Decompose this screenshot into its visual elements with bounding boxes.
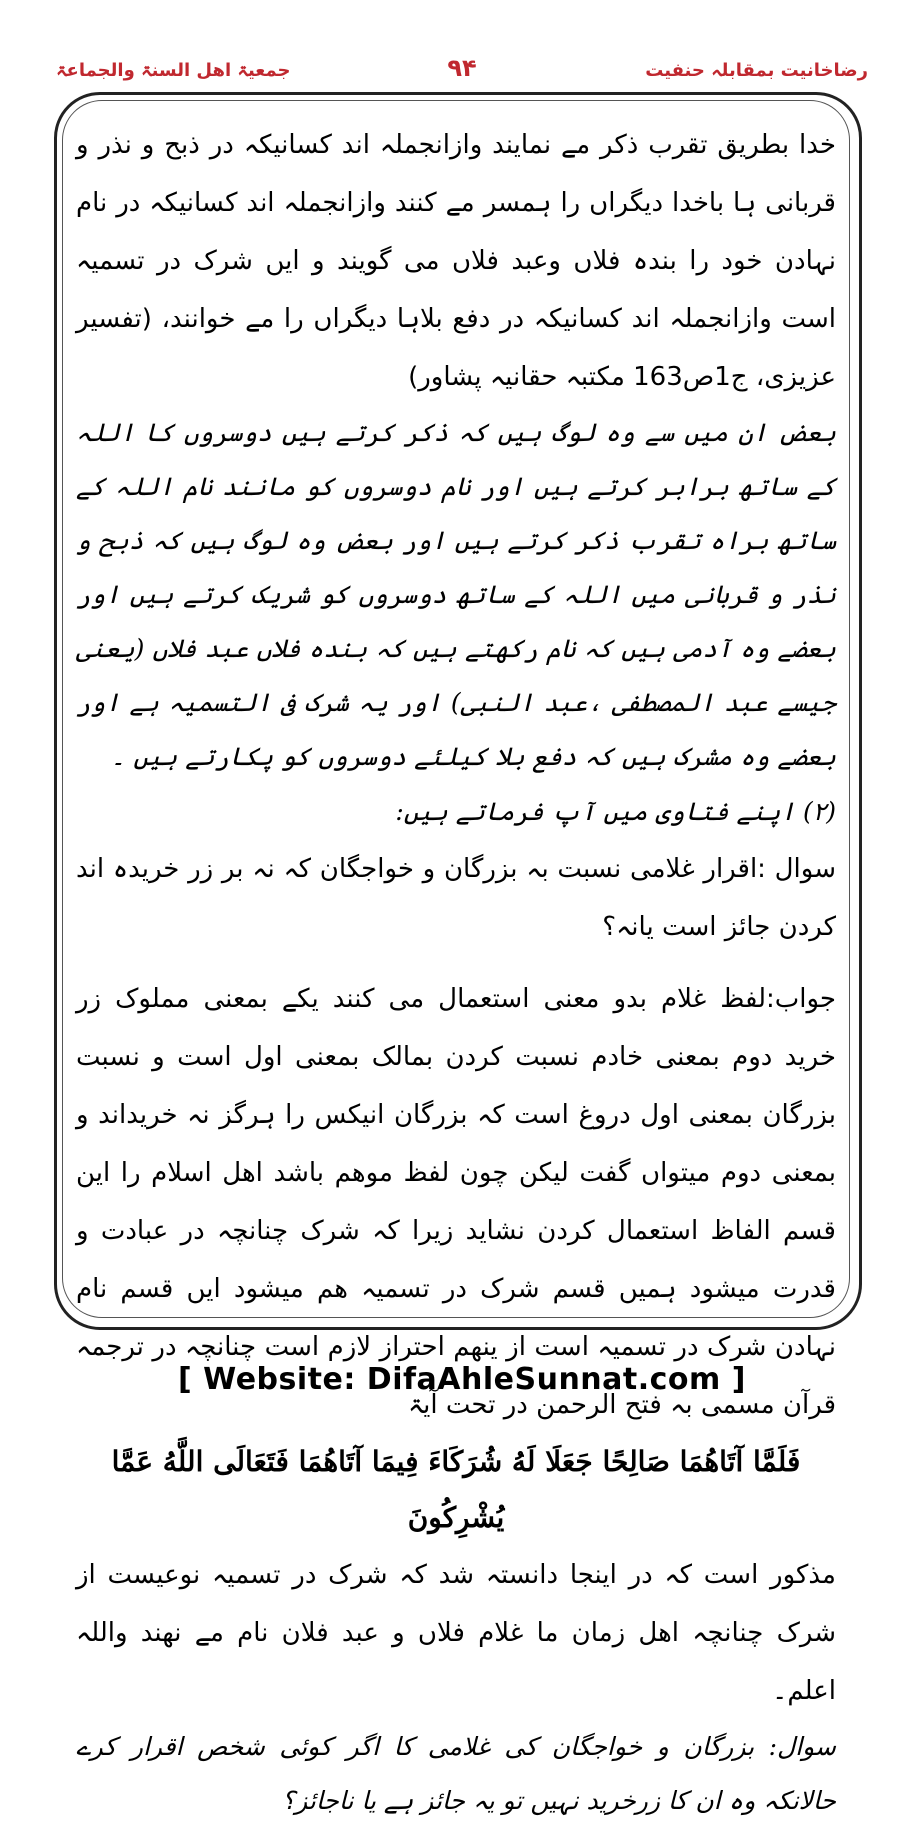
section-intro: (۲) اپنے فتاوی میں آپ فرماتے ہیں:: [395, 797, 836, 826]
page-number: ۹۴: [447, 54, 477, 82]
fatwa-answer: جواب:لفظ غلام بدو معنی استعمال می کنند یکے بمعنی مملوک زر خرید دوم بمعنی خادم نسبت کردن بمالک بمعنی اول است و نسبت بزرگان بمعنی اول دروغ است کہ بزرگان انیکس را ہرگز نہ خریداند و بمعنی دوم میتواں گفت لیکن چون لفظ موھم باشد اھل اسلام را این قسم الفاظ استعمال کردن نشاید زیرا کہ شرک چنانچہ در عبادت و قدرت میشود ہمیں قسم شرک در تسمیہ ھم میشود ایں قسم نام نہادن شرک در تسمیہ است از ینھم احتراز لازم است چنانچہ در ترجمہ قرآن مسمی بہ فتح الرحمن در تحت آیۃ: [76, 984, 836, 1420]
fatwa-question: سوال :اقرار غلامی نسبت بہ بزرگان و خواجگان کہ نہ بر زر خریدہ اند کردن جائز است یانہ؟: [76, 854, 836, 942]
persian-quote: خدا بطریق تقرب ذکر مے نمایند وازانجملہ اند کسانیکہ در ذبح و نذر و قربانی ہا باخدا دیگراں را ہمسر مے کنند وازانجملہ اند کسانیکہ در نام نہادن خود را بندہ فلاں وعبد فلاں می گویند و ایں شرک در تسمیہ است وازانجملہ اند کسانیکہ در دفع بلاہا دیگراں را مے خوانند، (تفسیر عزیزی، ج1ص163 مکتبہ حقانیہ پشاور): [76, 130, 836, 392]
urdu-question-translation: سوال: بزرگان و خواجگان کی غلامی کا اگر کوئی شخص اقرار کرے حالانکہ وہ ان کا زرخرید نہیں تو یہ جائز ہے یا ناجائز؟: [76, 1732, 836, 1815]
header-book-title: رضاخانیت بمقابلہ حنفیت: [645, 60, 868, 81]
urdu-translation: بعض ان میں سے وہ لوگ ہیں کہ ذکر کرتے ہیں دوسروں کا اللہ کے ساتھ برابر کرتے ہیں اور نام دوسروں کو مانند نام اللہ کے ساتھ براہ تقرب ذکر کرتے ہیں اور بعض وہ لوگ ہیں کہ ذبح و نذر و قربانی میں اللہ کے ساتھ دوسروں کو شریک کرتے ہیں اور بعضے وہ آدمی ہیں کہ نام رکھتے ہیں کہ بندہ فلاں عبد فلاں (یعنی جیسے عبد المصطفی ،عبد النبی) اور یہ شرک فی التسمیہ ہے اور بعضے وہ مشرک ہیں کہ دفع بلا کیلئے دوسروں کو پکارتے ہیں ۔: [76, 418, 836, 771]
header-organization: جمعیۃ اھل السنۃ والجماعۃ: [56, 60, 291, 81]
page-header: [48, 52, 876, 88]
website-footer: [ Website: DifaAhleSunnat.com ]: [178, 1362, 746, 1397]
answer-conclusion: مذکور است کہ در اینجا دانستہ شد کہ شرک در تسمیہ نوعیست از شرک چنانچہ اھل زمان ما غلام فلاں و عبد فلان نام مے نھند واللہ اعلم۔: [76, 1560, 836, 1706]
quran-verse: فَلَمَّا آتَاهُمَا صَالِحًا جَعَلَا لَهُ شُرَكَاءَ فِيمَا آتَاهُمَا فَتَعَالَى اللَّهُ عَمَّا يُشْرِكُونَ: [111, 1445, 801, 1534]
